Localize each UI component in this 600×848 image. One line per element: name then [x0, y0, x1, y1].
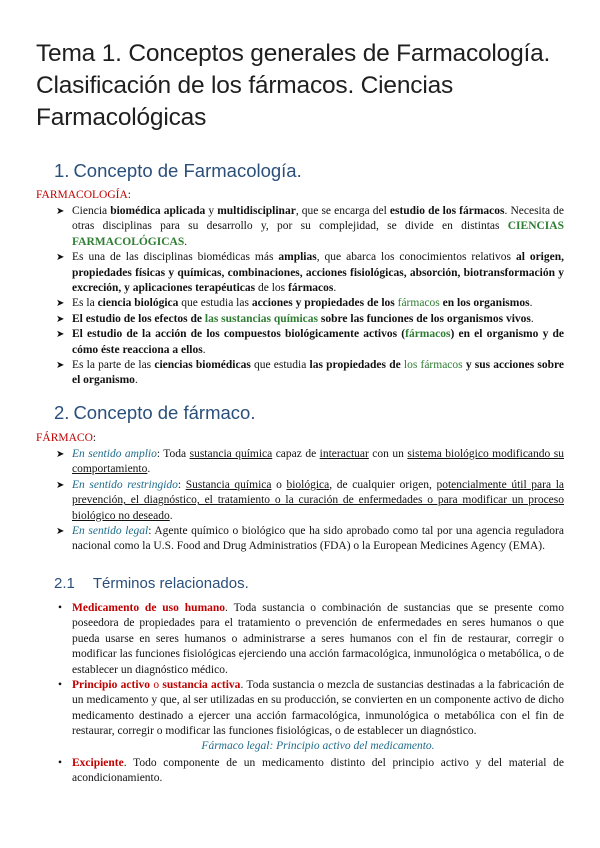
list-item: ➤ Ciencia biomédica aplicada y multidisciplinar, que se encarga del estudio de los fármacos. Necesita de otras disciplinas para su desarrollo y, por su complejidad, se divide en distintas CIENCIAS FARMACOLÓGICAS. — [56, 205, 564, 248]
bullet-icon: • — [58, 756, 63, 769]
arrow-bullet-icon: ➤ — [56, 206, 65, 217]
list-item: ➤ El estudio de la acción de los compuestos biológicamente activos (fármacos) en el organismo y de cómo éste reacciona a ellos. — [56, 328, 564, 356]
section-1-heading: 1. Concepto de Farmacología. — [54, 160, 302, 181]
farmaco-definitions — [56, 447, 564, 555]
section-2-heading: 2. Concepto de fármaco. — [54, 402, 256, 423]
farmaco-legal-note: Fármaco legal: Principio activo del medicamento. — [201, 740, 435, 752]
list-item: ➤ En sentido restringido: Sustancia química o biológica, de cualquier origen, potencialmente útil para la prevención, el diagnóstico, el tratamiento o la curación de enfermedades o para modificar un proceso biológico no deseado. — [56, 478, 564, 522]
title-line-1: Tema 1. Conceptos generales de Farmacología. — [36, 40, 551, 67]
list-item: • Excipiente. Todo componente de un medicamento distinto del principio activo y del material de acondicionamiento. — [58, 756, 564, 785]
list-item: ➤ En sentido amplio: Toda sustancia química capaz de interactuar con un sistema biológico modificando su comportamiento. — [56, 448, 564, 476]
list-item: ➤ Es la ciencia biológica que estudia las acciones y propiedades de los fármacos en los organismos. — [56, 296, 564, 311]
arrow-bullet-icon: ➤ — [56, 360, 65, 372]
arrow-bullet-icon: ➤ — [56, 313, 65, 325]
list-item: • Medicamento de uso humano. Toda sustancia o combinación de sustancias que se presente como poseedora de propiedades para el tratamiento o prevención de enfermedades en seres humanos o que pueda usarse en seres humanos o administrarse a seres humanos con el fin de restaurar, corregir o modificar las funciones fisiológicas ejerciendo una acción farmacológica, inmunológica o metabólica, o de establecer un diagnóstico médico. — [58, 602, 565, 676]
page-title — [36, 38, 576, 134]
farmaco-label: FÁRMACO: — [36, 432, 97, 444]
arrow-bullet-icon: ➤ — [56, 329, 65, 341]
list-item: ➤ El estudio de los efectos de las sustancias químicas sobre las funciones de los organismos vivos. — [56, 312, 564, 327]
arrow-bullet-icon: ➤ — [56, 449, 65, 460]
title-line-2: Clasificación de los fármacos. Ciencias — [36, 72, 454, 99]
bullet-icon: • — [58, 679, 63, 692]
bullet-icon: • — [58, 602, 63, 614]
terminos-list — [56, 601, 564, 786]
list-item: • Principio activo o sustancia activa. Toda sustancia o mezcla de sustancias destinadas a la fabricación de un medicamento y que, al ser utilizadas en su producción, se convierten en un componente activo de dicho medicamento destinado a ejercer una acción farmacológica, inmunológica o metabólica con el fin de restaurar, corregir o modificar las funciones fisiológicas, o de establecer un diagnóstico. — [58, 679, 564, 738]
arrow-bullet-icon: ➤ — [56, 298, 65, 310]
farmacologia-definitions — [56, 204, 564, 389]
arrow-bullet-icon: ➤ — [56, 252, 65, 264]
list-item: ➤ Es la parte de las ciencias biomédicas que estudia las propiedades de los fármacos y sus acciones sobre el organismo. — [56, 359, 564, 387]
title-line-3: Farmacológicas — [36, 104, 207, 131]
farmacologia-label: FARMACOLOGÍA: — [36, 189, 131, 201]
list-item: ➤ En sentido legal: Agente químico o biológico que ha sido aprobado como tal por una agencia reguladora nacional como la U.S. Food and Drug Administratios (FDA) o la European Medicines Agency (EMA). — [56, 525, 564, 553]
list-item: ➤ Es una de las disciplinas biomédicas más amplias, que abarca los conocimientos relativos al origen, propiedades físicas y químicas, combinaciones, acciones fisiológicas, absorción, biotransformación y excreción, y aplicaciones terapéuticas de los fármacos. — [56, 251, 564, 295]
arrow-bullet-icon: ➤ — [56, 526, 65, 538]
section-2-1-heading: 2.1 Términos relacionados. — [54, 575, 249, 592]
arrow-bullet-icon: ➤ — [56, 479, 65, 491]
